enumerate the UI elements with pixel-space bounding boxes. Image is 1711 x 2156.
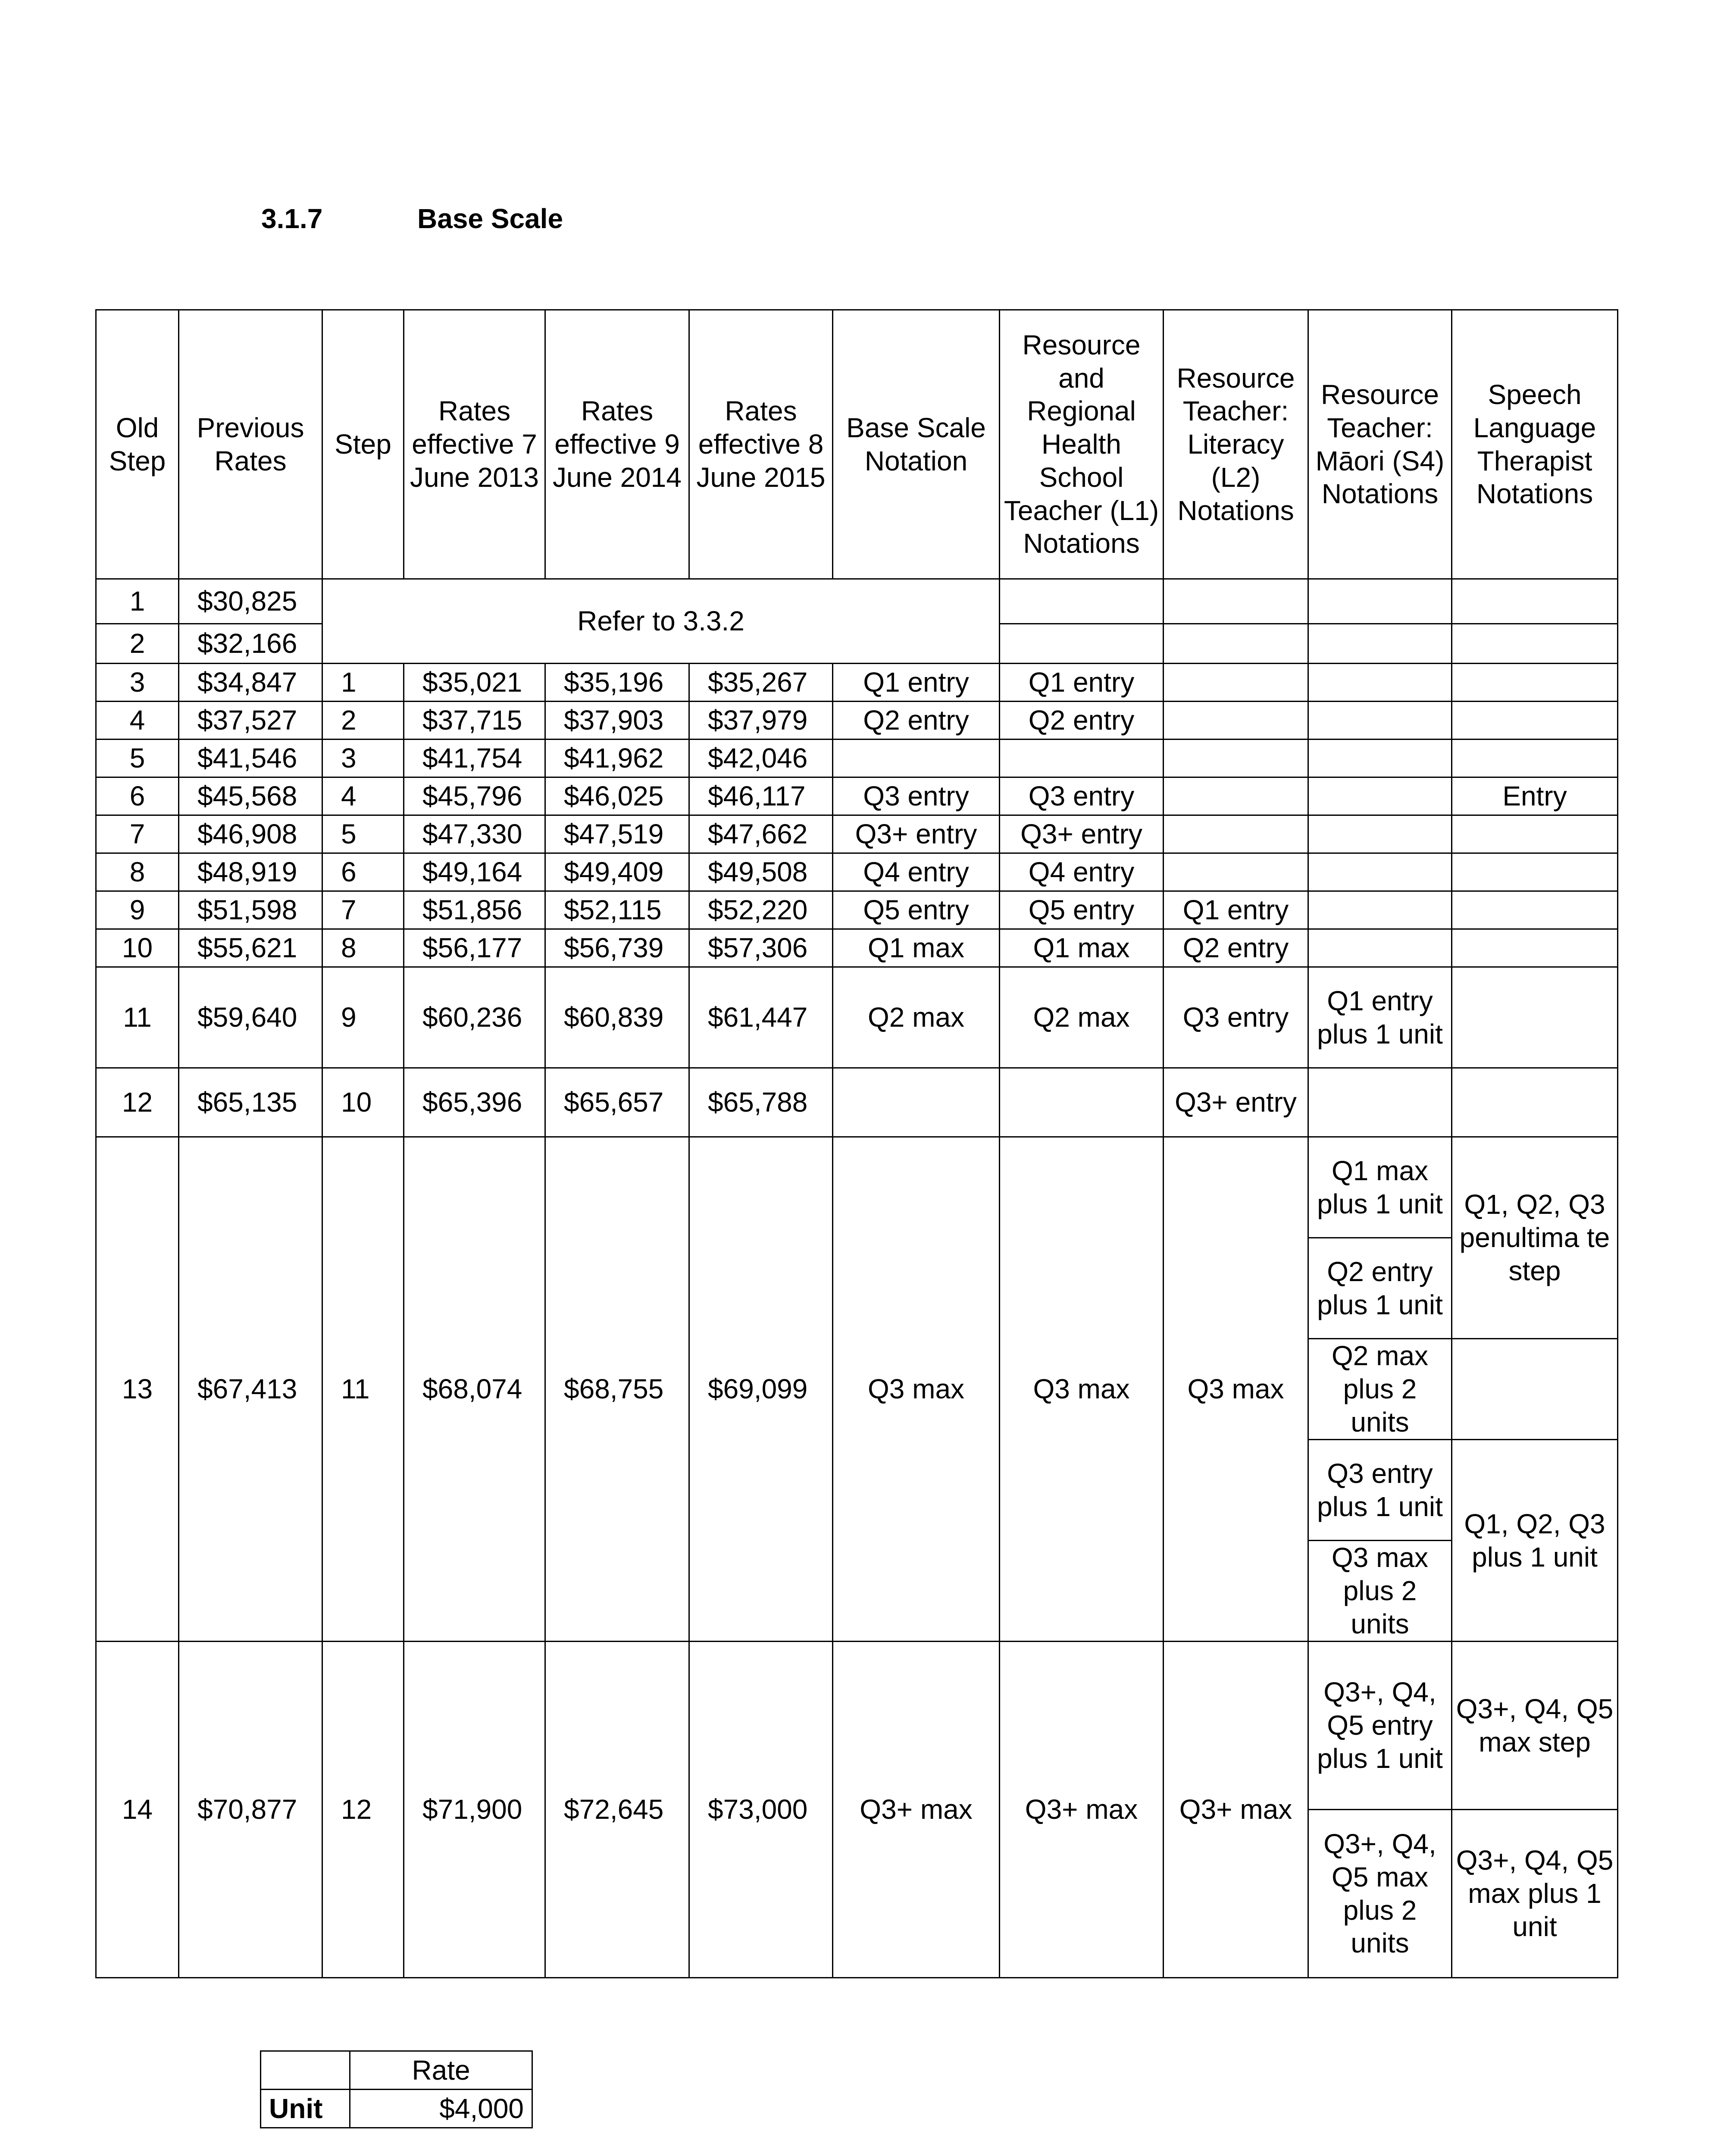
- cell-speech: [1452, 740, 1618, 777]
- cell-old-step: 6: [96, 777, 179, 815]
- cell-base-notation: Q5 entry: [833, 891, 1000, 929]
- cell-previous-rate: $48,919: [179, 853, 322, 891]
- cell-previous-rate: $59,640: [179, 967, 322, 1068]
- cell-literacy: Q3 max: [1164, 1137, 1308, 1642]
- cell-old-step: 4: [96, 702, 179, 740]
- cell-old-step: 5: [96, 740, 179, 777]
- cell-literacy: [1164, 579, 1308, 624]
- cell-base-notation: Q3+ entry: [833, 815, 1000, 853]
- cell-speech: [1452, 891, 1618, 929]
- table-row: [96, 664, 1618, 702]
- cell-rate-2015: $65,788: [689, 1068, 833, 1137]
- cell-base-notation: Q1 max: [833, 929, 1000, 967]
- cell-rate-2014: $49,409: [545, 853, 689, 891]
- col-rates-2013: Rates effective 7 June 2013: [404, 310, 545, 579]
- cell-rate-2015: $49,508: [689, 853, 833, 891]
- cell-rate-2013: $51,856: [404, 891, 545, 929]
- cell-base-notation: [833, 1068, 1000, 1137]
- cell-previous-rate: $70,877: [179, 1642, 322, 1978]
- cell-rate-2014: $37,903: [545, 702, 689, 740]
- cell-base-notation: Q1 entry: [833, 664, 1000, 702]
- cell-step: 12: [322, 1642, 404, 1978]
- cell-step: 11: [322, 1137, 404, 1642]
- cell-base-notation: Q2 max: [833, 967, 1000, 1068]
- cell-step: 4: [322, 777, 404, 815]
- cell-literacy: [1164, 740, 1308, 777]
- col-rates-2014: Rates effective 9 June 2014: [545, 310, 689, 579]
- cell-rrhst: [1000, 1068, 1164, 1137]
- cell-maori: [1308, 740, 1452, 777]
- cell-old-step: 13: [96, 1137, 179, 1642]
- cell-literacy: Q3+ max: [1164, 1642, 1308, 1978]
- cell-step: 3: [322, 740, 404, 777]
- col-old-step: Old Step: [96, 310, 179, 579]
- cell-maori: Q1 max plus 1 unit: [1308, 1137, 1452, 1238]
- table-row: [96, 929, 1618, 967]
- cell-rate-2013: $35,021: [404, 664, 545, 702]
- cell-old-step: 10: [96, 929, 179, 967]
- cell-maori: Q3+, Q4, Q5 max plus 2 units: [1308, 1810, 1452, 1978]
- col-previous-rates: Previous Rates: [179, 310, 322, 579]
- cell-maori: Q2 max plus 2 units: [1308, 1339, 1452, 1440]
- table-row: [96, 702, 1618, 740]
- cell-rate-2014: $41,962: [545, 740, 689, 777]
- cell-speech: [1452, 815, 1618, 853]
- cell-speech: [1452, 967, 1618, 1068]
- section-number: 3.1.7: [261, 203, 323, 234]
- unit-table-row: [261, 2090, 532, 2128]
- cell-step: 10: [322, 1068, 404, 1137]
- cell-previous-rate: $65,135: [179, 1068, 322, 1137]
- cell-rrhst: [1000, 579, 1164, 624]
- cell-base-notation: Q3 entry: [833, 777, 1000, 815]
- cell-rate-2014: $47,519: [545, 815, 689, 853]
- cell-maori: Q1 entry plus 1 unit: [1308, 967, 1452, 1068]
- cell-literacy: [1164, 664, 1308, 702]
- cell-step: 5: [322, 815, 404, 853]
- col-rates-2015: Rates effective 8 June 2015: [689, 310, 833, 579]
- cell-previous-rate: $37,527: [179, 702, 322, 740]
- unit-value: $4,000: [350, 2090, 532, 2128]
- cell-maori: Q3 entry plus 1 unit: [1308, 1440, 1452, 1541]
- cell-speech: [1452, 664, 1618, 702]
- table-row: [96, 777, 1618, 815]
- cell-literacy: Q3 entry: [1164, 967, 1308, 1068]
- cell-previous-rate: $46,908: [179, 815, 322, 853]
- table-row: [96, 891, 1618, 929]
- cell-maori: [1308, 1068, 1452, 1137]
- cell-literacy: [1164, 815, 1308, 853]
- cell-rrhst: Q3 max: [1000, 1137, 1164, 1642]
- cell-rrhst: Q2 max: [1000, 967, 1164, 1068]
- cell-rate-2015: $42,046: [689, 740, 833, 777]
- cell-rrhst: Q3+ entry: [1000, 815, 1164, 853]
- cell-old-step: 3: [96, 664, 179, 702]
- cell-base-notation: Q2 entry: [833, 702, 1000, 740]
- cell-literacy: [1164, 853, 1308, 891]
- cell-speech: Q3+, Q4, Q5 max plus 1 unit: [1452, 1810, 1618, 1978]
- col-step: Step: [322, 310, 404, 579]
- cell-step: 6: [322, 853, 404, 891]
- cell-base-notation: Q3 max: [833, 1137, 1000, 1642]
- header-row: [96, 310, 1618, 579]
- cell-rrhst: Q2 entry: [1000, 702, 1164, 740]
- cell-rrhst: Q5 entry: [1000, 891, 1164, 929]
- table-row: [96, 1137, 1618, 1238]
- cell-rate-2014: $56,739: [545, 929, 689, 967]
- cell-literacy: Q2 entry: [1164, 929, 1308, 967]
- cell-rate-2014: $68,755: [545, 1137, 689, 1642]
- cell-previous-rate: $45,568: [179, 777, 322, 815]
- cell-rate-2014: $52,115: [545, 891, 689, 929]
- col-rrhst-notations: Resource and Regional Health School Teacher (L1) Notations: [1000, 310, 1164, 579]
- cell-rate-2013: $60,236: [404, 967, 545, 1068]
- cell-speech: Q1, Q2, Q3 plus 1 unit: [1452, 1440, 1618, 1642]
- unit-rate-table: [260, 2050, 533, 2128]
- cell-old-step: 2: [96, 624, 179, 664]
- col-speech-notations: Speech Language Therapist Notations: [1452, 310, 1618, 579]
- cell-rate-2013: $47,330: [404, 815, 545, 853]
- cell-speech: [1452, 929, 1618, 967]
- table-row: [96, 815, 1618, 853]
- cell-old-step: 11: [96, 967, 179, 1068]
- cell-step: 7: [322, 891, 404, 929]
- cell-previous-rate: $32,166: [179, 624, 322, 664]
- cell-speech: [1452, 853, 1618, 891]
- cell-rate-2015: $52,220: [689, 891, 833, 929]
- section-title: Base Scale: [417, 203, 563, 234]
- cell-literacy: [1164, 777, 1308, 815]
- cell-rate-2014: $35,196: [545, 664, 689, 702]
- cell-rrhst: [1000, 624, 1164, 664]
- cell-maori: [1308, 815, 1452, 853]
- table-row: [96, 1642, 1618, 1810]
- cell-step: 8: [322, 929, 404, 967]
- table-row: [96, 853, 1618, 891]
- cell-rate-2014: $72,645: [545, 1642, 689, 1978]
- cell-previous-rate: $55,621: [179, 929, 322, 967]
- cell-literacy: [1164, 624, 1308, 664]
- cell-rate-2015: $35,267: [689, 664, 833, 702]
- cell-literacy: [1164, 702, 1308, 740]
- cell-maori: [1308, 777, 1452, 815]
- table-row: [96, 967, 1618, 1068]
- cell-step: 9: [322, 967, 404, 1068]
- cell-rate-2013: $56,177: [404, 929, 545, 967]
- cell-rate-2013: $49,164: [404, 853, 545, 891]
- cell-previous-rate: $34,847: [179, 664, 322, 702]
- cell-maori: Q2 entry plus 1 unit: [1308, 1238, 1452, 1339]
- cell-previous-rate: $51,598: [179, 891, 322, 929]
- unit-rate-header: Rate: [350, 2051, 532, 2090]
- cell-base-notation: Q3+ max: [833, 1642, 1000, 1978]
- cell-rrhst: [1000, 740, 1164, 777]
- cell-base-notation: Q4 entry: [833, 853, 1000, 891]
- cell-maori: [1308, 702, 1452, 740]
- table-row: [96, 740, 1618, 777]
- cell-rate-2014: $46,025: [545, 777, 689, 815]
- cell-maori: [1308, 853, 1452, 891]
- table-row: [96, 579, 1618, 624]
- cell-old-step: 14: [96, 1642, 179, 1978]
- cell-maori: Q3 max plus 2 units: [1308, 1541, 1452, 1642]
- cell-literacy: Q1 entry: [1164, 891, 1308, 929]
- unit-label: Unit: [261, 2090, 350, 2128]
- cell-rate-2015: $69,099: [689, 1137, 833, 1642]
- cell-maori: [1308, 624, 1452, 664]
- cell-rate-2013: $45,796: [404, 777, 545, 815]
- cell-rrhst: Q3 entry: [1000, 777, 1164, 815]
- cell-speech: Q3+, Q4, Q5 max step: [1452, 1642, 1618, 1810]
- cell-rate-2015: $37,979: [689, 702, 833, 740]
- cell-speech: [1452, 624, 1618, 664]
- col-base-scale-notation: Base Scale Notation: [833, 310, 1000, 579]
- cell-rate-2015: $46,117: [689, 777, 833, 815]
- cell-rrhst: Q4 entry: [1000, 853, 1164, 891]
- unit-table-header: [261, 2051, 532, 2090]
- cell-old-step: 12: [96, 1068, 179, 1137]
- cell-speech: [1452, 579, 1618, 624]
- cell-maori: Q3+, Q4, Q5 entry plus 1 unit: [1308, 1642, 1452, 1810]
- cell-rate-2015: $57,306: [689, 929, 833, 967]
- cell-previous-rate: $30,825: [179, 579, 322, 624]
- cell-base-notation: [833, 740, 1000, 777]
- base-scale-table: [95, 309, 1618, 1978]
- cell-rrhst: Q3+ max: [1000, 1642, 1164, 1978]
- cell-rate-2014: $65,657: [545, 1068, 689, 1137]
- cell-rrhst: Q1 max: [1000, 929, 1164, 967]
- cell-rate-2013: $37,715: [404, 702, 545, 740]
- cell-literacy: Q3+ entry: [1164, 1068, 1308, 1137]
- cell-speech: [1452, 1339, 1618, 1440]
- cell-rate-2015: $61,447: [689, 967, 833, 1068]
- cell-maori: [1308, 579, 1452, 624]
- cell-step: 1: [322, 664, 404, 702]
- cell-rate-2013: $71,900: [404, 1642, 545, 1978]
- cell-rate-2013: $65,396: [404, 1068, 545, 1137]
- cell-rate-2015: $73,000: [689, 1642, 833, 1978]
- cell-old-step: 1: [96, 579, 179, 624]
- cell-step: 2: [322, 702, 404, 740]
- cell-rate-2013: $68,074: [404, 1137, 545, 1642]
- cell-old-step: 7: [96, 815, 179, 853]
- cell-old-step: 9: [96, 891, 179, 929]
- col-maori-notations: Resource Teacher: Māori (S4) Notations: [1308, 310, 1452, 579]
- section-heading: [0, 203, 1711, 246]
- cell-speech: Entry: [1452, 777, 1618, 815]
- cell-rate-2015: $47,662: [689, 815, 833, 853]
- cell-rate-2013: $41,754: [404, 740, 545, 777]
- cell-old-step: 8: [96, 853, 179, 891]
- cell-speech: Q1, Q2, Q3 penultima te step: [1452, 1137, 1618, 1339]
- cell-speech: [1452, 1068, 1618, 1137]
- cell-rrhst: Q1 entry: [1000, 664, 1164, 702]
- cell-maori: [1308, 891, 1452, 929]
- cell-previous-rate: $67,413: [179, 1137, 322, 1642]
- cell-previous-rate: $41,546: [179, 740, 322, 777]
- col-literacy-notations: Resource Teacher: Literacy (L2) Notations: [1164, 310, 1308, 579]
- cell-maori: [1308, 929, 1452, 967]
- refer-note: Refer to 3.3.2: [322, 579, 1000, 664]
- cell-speech: [1452, 702, 1618, 740]
- table-row: [96, 1068, 1618, 1137]
- cell-maori: [1308, 664, 1452, 702]
- cell-rate-2014: $60,839: [545, 967, 689, 1068]
